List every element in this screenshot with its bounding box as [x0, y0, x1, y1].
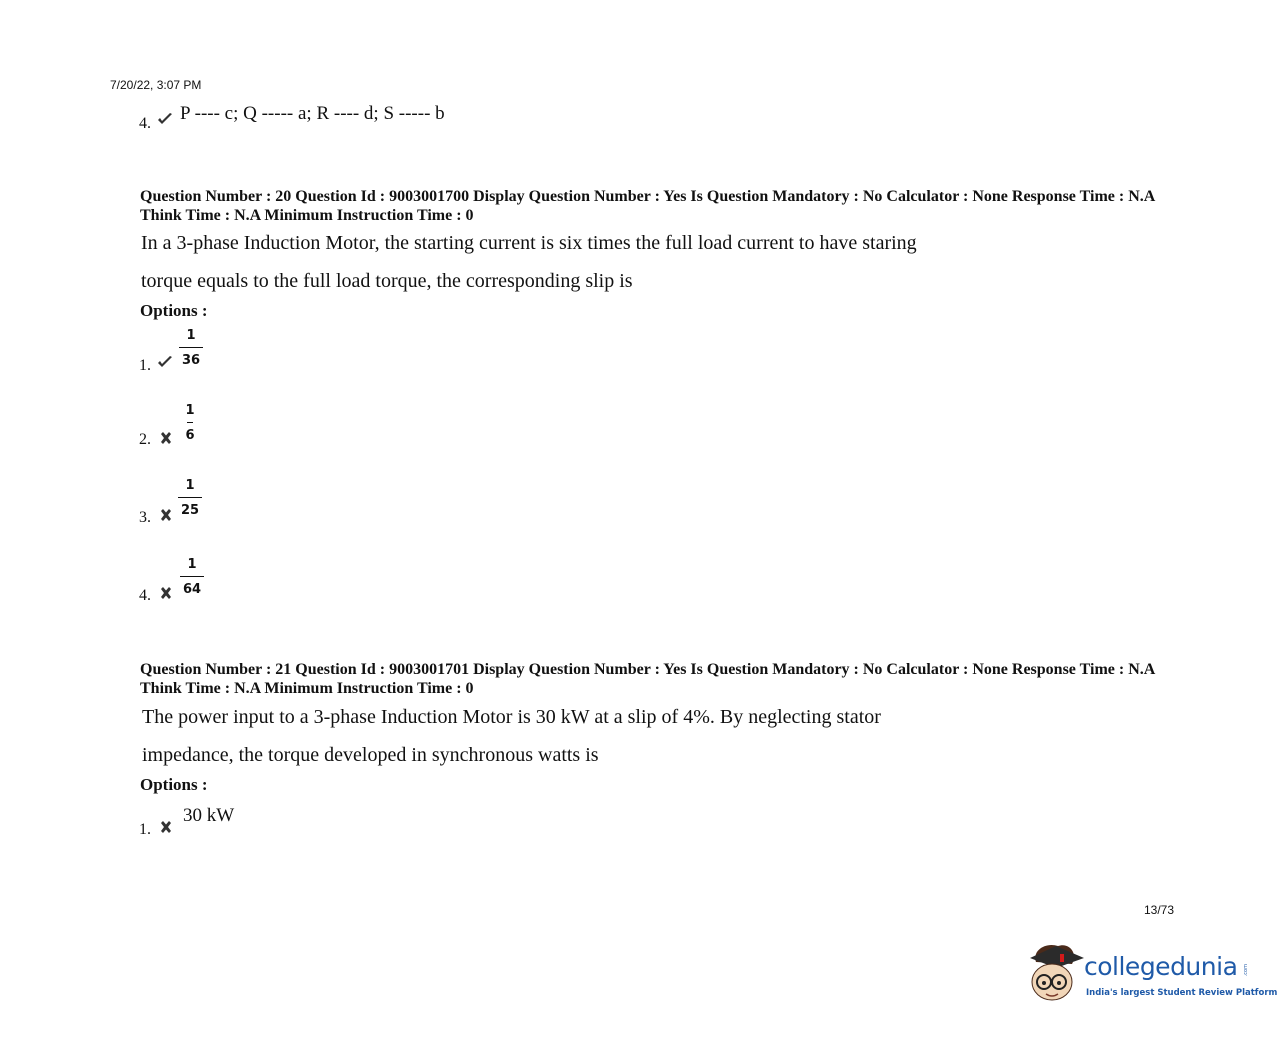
- question-21-meta: Question Number : 21 Question Id : 9003001701 Display Question Number : Yes Is Question Mandatory : No Calculator : None Response Time : N.A Think Time : N.A Minimum Instruction Time : 0: [140, 661, 1155, 697]
- option-number: 1.: [139, 821, 151, 838]
- numerator: 1: [185, 478, 195, 493]
- question-20-text-line1: In a 3-phase Induction Motor, the starting current is six times the full load current to have staring: [141, 232, 917, 254]
- option-text: 30 kW: [183, 805, 235, 826]
- denominator: 25: [180, 503, 200, 518]
- fraction: [178, 557, 206, 597]
- cross-icon: [158, 431, 174, 445]
- option-number: 4.: [139, 587, 151, 604]
- option-text: P ---- c; Q ----- a; R ---- d; S ----- b: [180, 103, 445, 124]
- cross-icon: [158, 508, 174, 522]
- print-timestamp: 7/20/22, 3:07 PM: [110, 78, 202, 92]
- option-number: 2.: [139, 431, 151, 448]
- option-number: 1.: [139, 357, 151, 374]
- numerator: 1: [187, 557, 197, 572]
- option-number: 3.: [139, 509, 151, 526]
- question-20-text-line2: torque equals to the full load torque, the corresponding slip is: [141, 270, 633, 292]
- logo-suffix: .com: [1243, 964, 1249, 977]
- question-21-text-line1: The power input to a 3-phase Induction Motor is 30 kW at a slip of 4%. By neglecting stator: [142, 706, 881, 728]
- denominator: 64: [182, 582, 202, 597]
- numerator: 1: [186, 328, 196, 343]
- cross-icon: [158, 586, 174, 600]
- fraction: [176, 478, 204, 518]
- numerator: 1: [185, 403, 195, 418]
- collegedunia-logo: [1026, 940, 1278, 1010]
- options-label: Options :: [140, 301, 208, 320]
- denominator: 6: [185, 428, 195, 443]
- denominator: 36: [181, 353, 201, 368]
- mascot-icon: [1026, 940, 1086, 1008]
- question-20-meta: Question Number : 20 Question Id : 9003001700 Display Question Number : Yes Is Question Mandatory : No Calculator : None Response Time : N.A Think Time : N.A Minimum Instruction Time : 0: [140, 188, 1155, 224]
- options-label: Options :: [140, 775, 208, 794]
- logo-tagline: India's largest Student Review Platform: [1086, 988, 1278, 998]
- page-number: 13/73: [1143, 903, 1174, 917]
- check-icon: [157, 355, 173, 369]
- option-number: 4.: [139, 115, 151, 132]
- cross-icon: [158, 820, 174, 834]
- fraction: [177, 328, 205, 368]
- question-21-text-line2: impedance, the torque developed in synchronous watts is: [142, 744, 599, 766]
- logo-wordmark: collegedunia: [1084, 952, 1238, 981]
- check-icon: [157, 112, 173, 126]
- fraction: [176, 403, 204, 443]
